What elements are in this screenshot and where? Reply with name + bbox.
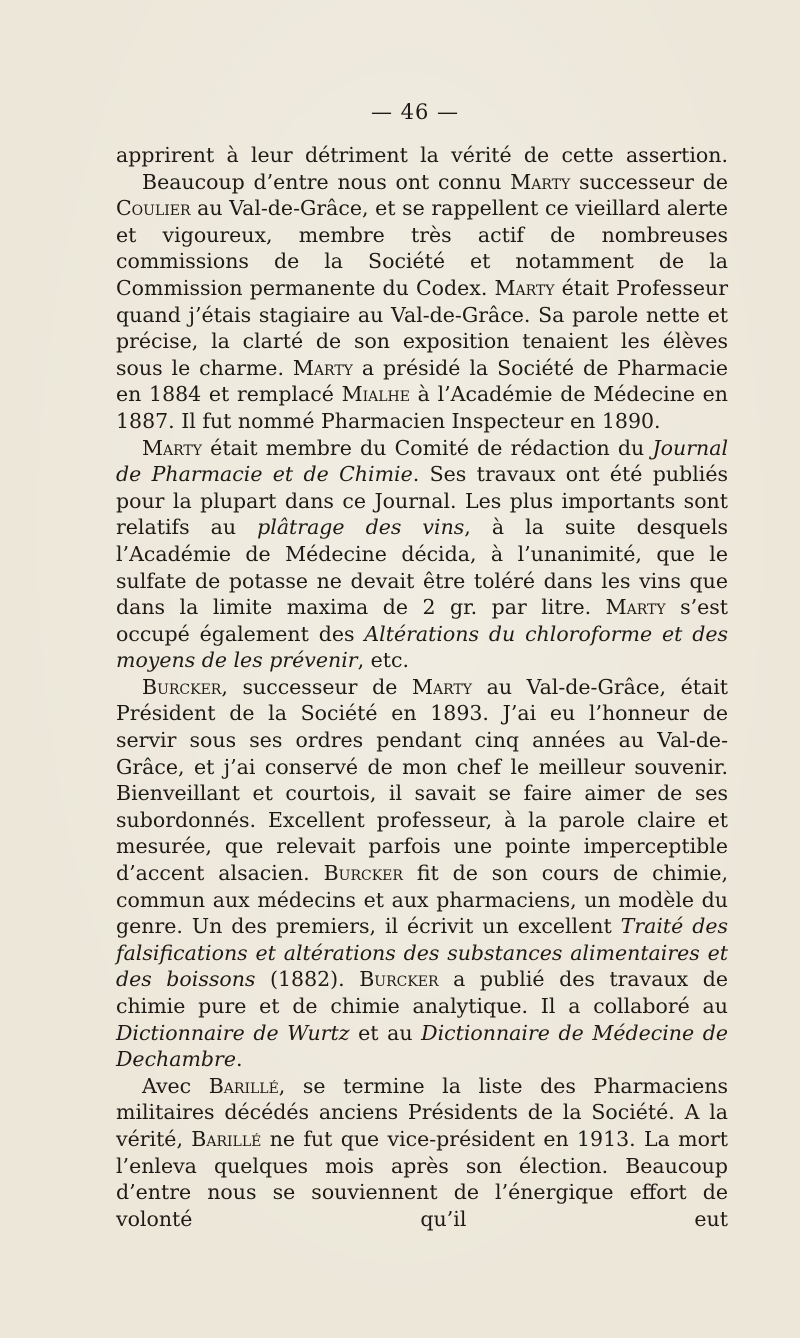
paragraph-continuation	[116, 142, 728, 169]
text-run: était Professeur quand j’étais stagiaire au Val-de-Grâce. Sa parole nette et précise, la clarté de son exposition tenaient les élèves sous le charme.	[116, 275, 728, 380]
paragraph-burcker	[116, 674, 728, 1073]
text-run: successeur de	[570, 169, 728, 194]
text-run: . Ses travaux ont été publiés pour la plupart dans ce Journal. Les plus importants sont relatifs au	[116, 462, 728, 540]
title-dictionnaire-dechambre: Dictionnaire de Médecine de Dechambre	[116, 1020, 728, 1072]
title-journal: Journal de Pharmacie et de Chimie	[116, 435, 728, 487]
paragraph-marty-intro	[116, 169, 728, 435]
text-run: a présidé la Société de Pharmacie en 1884 et remplacé	[116, 355, 729, 407]
text-run: au Val-de-Grâce, était Président de la Société en 1893. J’ai eu l’honneur de servir sous ses ordres pendant cinq années au Val-de-Grâce, et j’ai conservé de mon chef le meilleur souvenir. Bienveillant et courtois, il savait se faire aimer de ses subordonnés. Excellent professeur, à la parole claire et mesurée, que relevait parfois une pointe imperceptible d’accent alsacien.	[116, 674, 728, 886]
text-run: (1882).	[255, 967, 360, 992]
name-marty: Marty	[510, 169, 571, 194]
name-burcker: Burcker	[359, 967, 439, 992]
name-marty: Marty	[411, 674, 472, 699]
text-run: Beaucoup d’entre nous ont connu	[142, 169, 511, 194]
text-run: , etc.	[357, 648, 409, 673]
text-run: ne fut que vice-président en 1913. La mort l’enleva quelques mois après son élection. Beaucoup d’entre nous se souviennent de l’énergique effort de volonté qu’il eut	[116, 1126, 728, 1231]
text-run: Avec	[142, 1073, 209, 1098]
name-burcker: Burcker	[323, 861, 403, 886]
page-number: — 46 —	[370, 100, 460, 124]
text-run: au Val-de-Grâce, et se rappellent ce vieillard alerte et vigoureux, membre très actif de nombreuses commissions de la Société et notamment de la Commission permanente du Codex.	[116, 196, 728, 300]
text-run: et au	[349, 1020, 422, 1045]
name-marty: Marty	[494, 275, 555, 300]
text-run: a publié des travaux de chimie pure et de chimie analytique. Il a collaboré au	[116, 967, 729, 1018]
text-run: , successeur de	[221, 674, 412, 699]
name-burcker: Burcker	[142, 674, 222, 699]
name-marty: Marty	[292, 355, 353, 380]
text-run: apprirent à leur détriment la vérité de cette assertion.	[116, 143, 728, 167]
text-run: , à la suite desquels l’Académie de Médecine décida, à l’unanimité, que le sulfate de potasse ne devait être toléré dans les vins que dans la limite maxima de 2 gr. par litre.	[116, 515, 728, 620]
text-run: était membre du Comité de rédaction du	[201, 435, 653, 460]
text-run: .	[235, 1047, 243, 1072]
title-traite: Traité des falsifications et altérations des substances alimentaires et des boissons	[116, 914, 728, 992]
text-run: fit de son cours de chimie, commun aux médecins et aux pharmaciens, un modèle du genre. Un des premiers, il écrivit un excellent	[116, 861, 728, 939]
paragraph-marty-works	[116, 435, 728, 674]
title-dictionnaire-wurtz: Dictionnaire de Wurtz	[116, 1020, 350, 1045]
text-run: s’est occupé également des	[116, 595, 728, 646]
title-alterations: Altérations du chloroforme et des moyens de les prévenir	[116, 621, 729, 673]
name-barille: Barillé	[208, 1073, 279, 1098]
name-barille: Barillé	[191, 1126, 262, 1151]
text-run: à l’Académie de Médecine en 1887. Il fut nommé Pharmacien Inspecteur en 1890.	[116, 382, 729, 433]
name-mialhe: Mialhe	[341, 382, 410, 407]
name-coulier: Coulier	[116, 196, 191, 221]
name-marty: Marty	[605, 595, 666, 620]
body-text	[116, 142, 728, 1232]
text-run: , se termine la liste des Pharmaciens militaires décédés anciens Présidents de la Société. A la vérité,	[116, 1073, 728, 1151]
paragraph-barille	[116, 1073, 728, 1233]
name-marty: Marty	[142, 435, 202, 460]
title-platrage: plâtrage des vins	[257, 515, 465, 540]
